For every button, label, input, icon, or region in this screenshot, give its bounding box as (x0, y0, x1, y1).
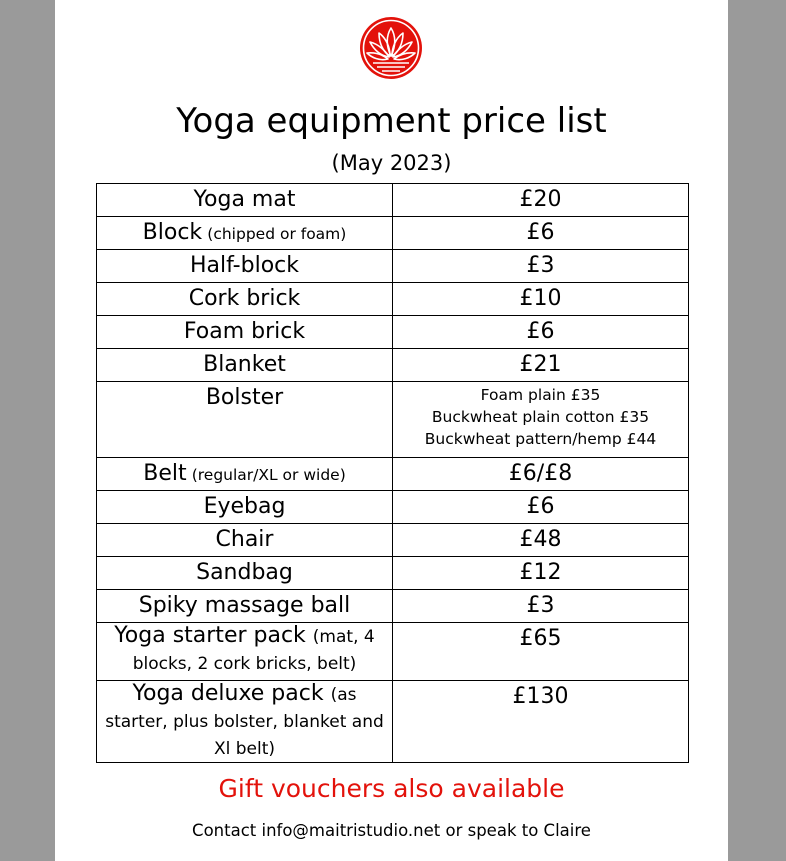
item-price: £6 (526, 319, 555, 344)
item-cell (97, 681, 393, 763)
price-cell (393, 382, 689, 458)
contact-line: Contact info@maitristudio.net or speak to Claire (192, 821, 591, 840)
item-price: £3 (526, 593, 555, 618)
item-name: Chair (215, 527, 274, 552)
item-name: Bolster (205, 385, 284, 410)
price-cell (393, 458, 689, 491)
item-name: Half-block (190, 253, 299, 278)
item-price: £6/£8 (508, 461, 573, 486)
item-cell (97, 250, 393, 283)
item-price: £130 (512, 684, 569, 709)
table-row (97, 316, 689, 349)
price-cell (393, 590, 689, 623)
item-price: £20 (519, 187, 562, 212)
lotus-logo-icon (359, 16, 423, 80)
item-price: £12 (519, 560, 562, 585)
item-name: Yoga mat (193, 187, 296, 212)
table-row (97, 524, 689, 557)
price-line: Buckwheat pattern/hemp £44 (424, 430, 657, 448)
table-row (97, 217, 689, 250)
item-price: £6 (526, 220, 555, 245)
item-cell (97, 283, 393, 316)
table-row (97, 349, 689, 382)
item-name: Foam brick (183, 319, 306, 344)
item-name: Blanket (203, 352, 286, 377)
item-name: Yoga starter pack (114, 623, 306, 648)
item-name: Belt (143, 461, 187, 486)
price-line: Foam plain £35 (480, 386, 601, 404)
table-row (97, 681, 689, 763)
item-price: £10 (519, 286, 562, 311)
table-row (97, 590, 689, 623)
item-note: (chipped or foam) (207, 225, 347, 243)
table-row (97, 491, 689, 524)
table-row (97, 382, 689, 458)
item-price: £48 (519, 527, 562, 552)
table-row (97, 623, 689, 681)
item-cell (97, 557, 393, 590)
item-cell (97, 184, 393, 217)
item-cell (97, 382, 393, 458)
item-cell (97, 623, 393, 681)
item-price: £21 (519, 352, 562, 377)
price-cell (393, 283, 689, 316)
item-cell (97, 458, 393, 491)
price-cell (393, 557, 689, 590)
table-row (97, 458, 689, 491)
item-cell (97, 524, 393, 557)
price-cell (393, 349, 689, 382)
table-row (97, 557, 689, 590)
gift-vouchers-notice: Gift vouchers also available (218, 774, 565, 803)
price-table (96, 183, 689, 763)
item-name: Cork brick (188, 286, 301, 311)
item-note: (as starter, plus bolster, blanket and Xl belt) (105, 685, 384, 759)
item-note: (regular/XL or wide) (191, 466, 346, 484)
item-name: Yoga deluxe pack (132, 681, 324, 706)
item-price: £6 (526, 494, 555, 519)
item-cell (97, 316, 393, 349)
table-row (97, 283, 689, 316)
price-cell (393, 623, 689, 681)
item-cell (97, 590, 393, 623)
price-cell (393, 524, 689, 557)
price-cell (393, 184, 689, 217)
price-line: Buckwheat plain cotton £35 (431, 408, 650, 426)
item-price: £3 (526, 253, 555, 278)
item-name: Block (142, 220, 203, 245)
item-cell (97, 217, 393, 250)
price-cell (393, 491, 689, 524)
price-cell (393, 681, 689, 763)
item-note: (mat, 4 blocks, 2 cork bricks, belt) (132, 627, 375, 674)
item-cell (97, 349, 393, 382)
price-cell (393, 217, 689, 250)
item-name: Eyebag (203, 494, 286, 519)
item-name: Spiky massage ball (138, 593, 351, 618)
price-cell (393, 250, 689, 283)
page-title: Yoga equipment price list (176, 101, 607, 141)
table-row (97, 250, 689, 283)
item-name: Sandbag (196, 560, 293, 585)
page-subtitle: (May 2023) (331, 151, 452, 175)
item-cell (97, 491, 393, 524)
table-row (97, 184, 689, 217)
item-price: £65 (519, 626, 562, 651)
price-cell (393, 316, 689, 349)
